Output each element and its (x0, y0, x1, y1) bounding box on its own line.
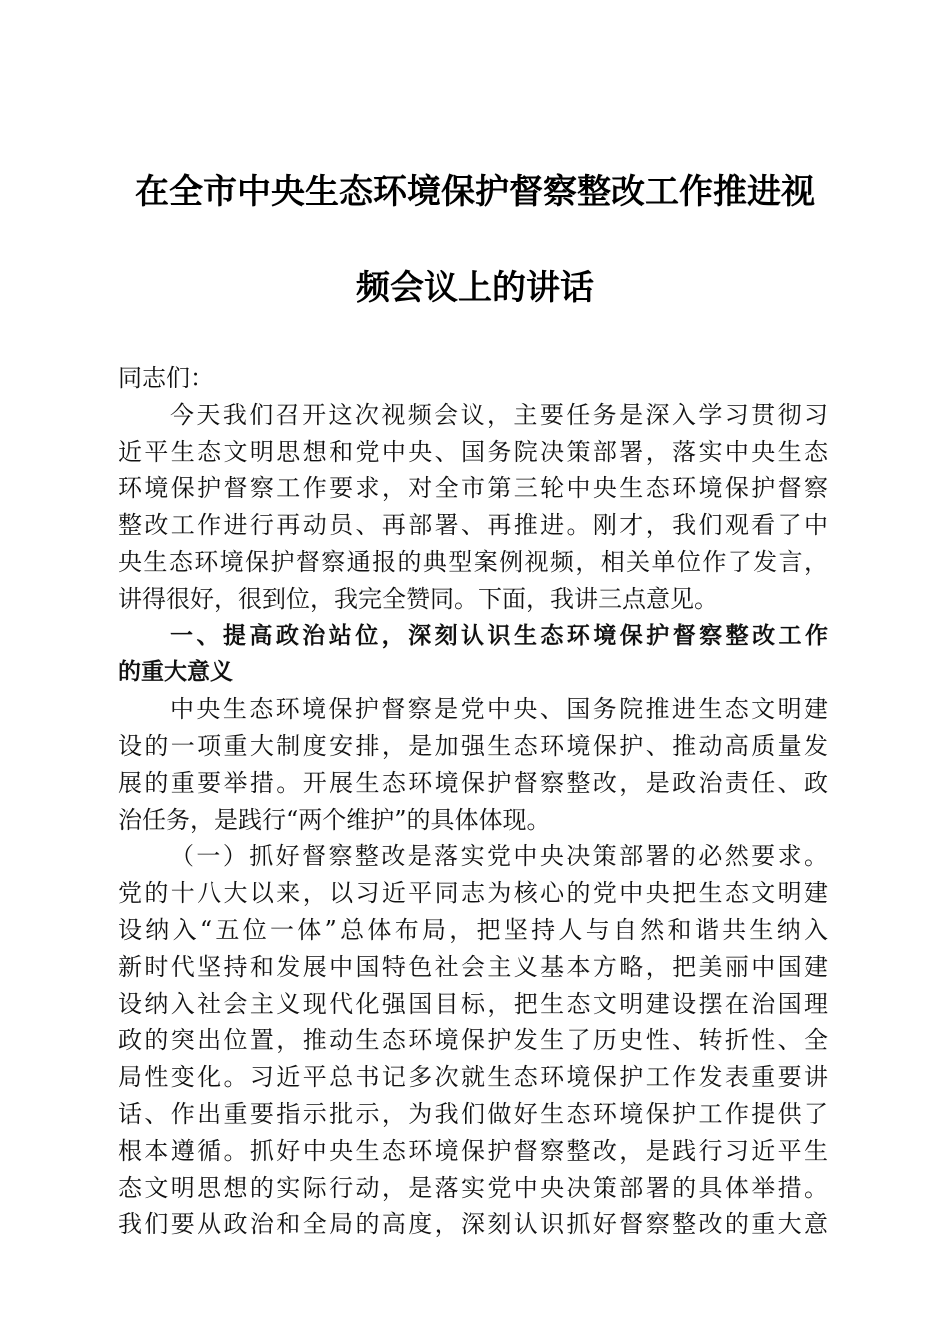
text-line: 设纳入“五位一体”总体布局，把坚持人与自然和谐共生纳入 (118, 915, 828, 944)
text-line: 治任务，是践行“两个维护”的具体体现。 (118, 805, 551, 834)
document-title-line-2: 频会议上的讲话 (356, 268, 594, 308)
text-line: 央生态环境保护督察通报的典型案例视频，相关单位作了发言， (118, 547, 828, 576)
text-line: 态文明思想的实际行动，是落实党中央决策部署的具体举措。 (118, 1173, 828, 1202)
text-line: 党的十八大以来，以习近平同志为核心的党中央把生态文明建 (118, 879, 828, 908)
text-line: （一）抓好督察整改是落实党中央决策部署的必然要求。 (170, 842, 828, 871)
text-line: 环境保护督察工作要求，对全市第三轮中央生态环境保护督察 (118, 474, 828, 503)
text-line: 近平生态文明思想和党中央、国务院决策部署，落实中央生态 (118, 437, 828, 466)
text-line: 局性变化。习近平总书记多次就生态环境保护工作发表重要讲 (118, 1063, 828, 1092)
text-line: 新时代坚持和发展中国特色社会主义基本方略，把美丽中国建 (118, 952, 828, 981)
text-line: 今天我们召开这次视频会议，主要任务是深入学习贯彻习 (170, 400, 828, 429)
text-line: 展的重要举措。开展生态环境保护督察整改，是政治责任、政 (118, 768, 828, 797)
text-line: 设的一项重大制度安排，是加强生态环境保护、推动高质量发 (118, 731, 828, 760)
salutation: 同志们： (118, 364, 214, 392)
section-heading: 的重大意义 (118, 659, 233, 686)
text-line: 话、作出重要指示批示，为我们做好生态环境保护工作提供了 (118, 1099, 828, 1128)
section-heading: 一、提高政治站位，深刻认识生态环境保护督察整改工作 (170, 622, 828, 649)
text-line: 整改工作进行再动员、再部署、再推进。刚才，我们观看了中 (118, 511, 828, 540)
text-line: 中央生态环境保护督察是党中央、国务院推进生态文明建 (170, 695, 828, 724)
text-line: 讲得很好，很到位，我完全赞同。下面，我讲三点意见。 (118, 584, 718, 613)
text-line: 设纳入社会主义现代化强国目标，把生态文明建设摆在治国理 (118, 989, 828, 1018)
document-body (118, 360, 828, 1243)
text-line: 政的突出位置，推动生态环境保护发生了历史性、转折性、全 (118, 1026, 828, 1055)
document-title-line-1: 在全市中央生态环境保护督察整改工作推进视 (135, 172, 815, 212)
text-line: 我们要从政治和全局的高度，深刻认识抓好督察整改的重大意 (118, 1210, 828, 1239)
text-line: 根本遵循。抓好中央生态环境保护督察整改，是践行习近平生 (118, 1136, 828, 1165)
